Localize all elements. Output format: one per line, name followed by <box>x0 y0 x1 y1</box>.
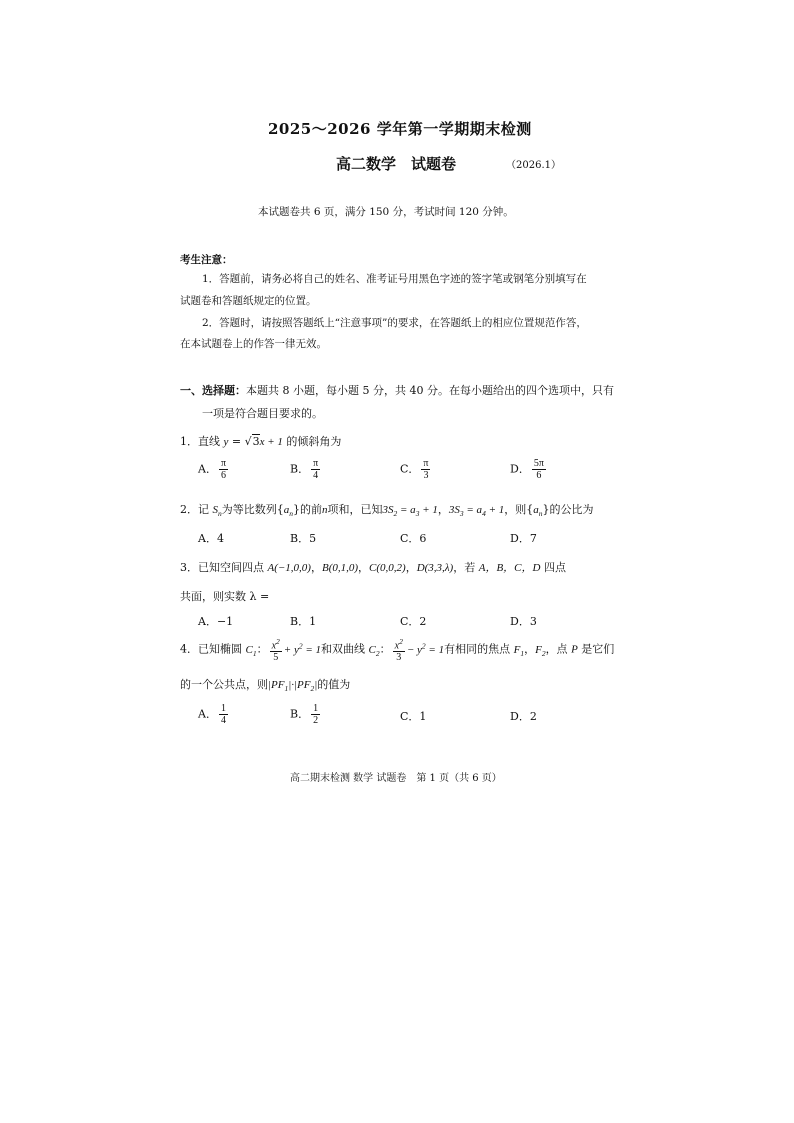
question-1-option-c[interactable]: C． $\frac{\pi}{3}$ <box>400 458 429 481</box>
question-3-option-d[interactable]: D．3 <box>510 615 537 628</box>
section-1-label: 一、选择题： <box>180 384 246 397</box>
notice-item-1-line-2: 试题卷和答题纸规定的位置。 <box>180 295 317 307</box>
question-3-option-c[interactable]: C．2 <box>400 615 427 628</box>
question-4-option-b[interactable]: B． $\frac{1}{2}$ <box>290 703 319 726</box>
question-3-stem-line-2: 共面，则实数 λ = <box>180 590 270 603</box>
notice-item-2-line-2: 在本试题卷上的作答一律无效。 <box>180 338 327 350</box>
notice-item-2-line-1: 2．答题时，请按照答题纸上“注意事项”的要求，在答题纸上的相应位置规范作答， <box>202 317 587 329</box>
exam-date: （2026.1） <box>506 160 561 171</box>
question-4-stem-line-2: 的一个公共点，则$|PF_1|\cdot|PF_2|$的值为 <box>180 678 351 694</box>
question-3-stem-line-1: 3．已知空间四点 A(−1,0,0)，B(0,1,0)，C(0,0,2)，D(3,3,λ)，若 A，B，C，D 四点 <box>180 561 566 574</box>
section-1-line-2: 一项是符合题目要求的。 <box>202 407 323 420</box>
question-2-option-b[interactable]: B．5 <box>290 532 317 545</box>
section-1-text: 本题共 8 小题，每小题 5 分，共 40 分。在每小题给出的四个选项中，只有 <box>246 384 614 397</box>
section-1-line-1 <box>180 382 614 398</box>
exam-title: 2025～2026 学年第一学期期末检测 <box>268 120 532 138</box>
page-footer: 高二期末检测 数学 试题卷 第 1 页（共 6 页） <box>290 773 502 784</box>
question-1-stem: 1．直线 y = √3x + 1 的倾斜角为 <box>180 435 342 448</box>
notice-heading: 考生注意： <box>180 254 233 266</box>
question-2-option-c[interactable]: C．6 <box>400 532 427 545</box>
question-2-option-a[interactable]: A．4 <box>198 532 224 545</box>
exam-info: 本试题卷共 6 页，满分 150 分，考试时间 120 分钟。 <box>258 206 514 218</box>
question-4-option-a[interactable]: A． $\frac{1}{4}$ <box>198 703 226 726</box>
question-4-stem-line-1: 4．已知椭圆 $C_1$： $\frac{x^2}{5}$ + $y^2 = 1$和双曲线 $C_2$： $\frac{x^2}{3}$ − $y^2 = 1$有相同的焦点 $F_1$，$F_2$，点 P 是它们 <box>180 637 615 664</box>
question-3-option-a[interactable]: A．−1 <box>198 615 234 628</box>
question-1-option-a[interactable]: A． $\frac{\pi}{6}$ <box>198 458 227 481</box>
question-2-option-d[interactable]: D．7 <box>510 532 537 545</box>
question-1-option-d[interactable]: D． $\frac{5\pi}{6}$ <box>510 458 544 481</box>
exam-subtitle: 高二数学 试题卷 <box>336 155 457 173</box>
question-2-stem: 2．记 $S_n$为等比数列$\{a_n\}$的前n项和，已知$3S_2 = a_3 + 1$，$3S_3 = a_4 + 1$，则$\{a_n\}$的公比为 <box>180 503 594 519</box>
question-4-option-d[interactable]: D．2 <box>510 710 537 723</box>
question-1-option-b[interactable]: B． $\frac{\pi}{4}$ <box>290 458 319 481</box>
question-3-option-b[interactable]: B．1 <box>290 615 317 628</box>
notice-item-1-line-1: 1．答题前，请务必将自己的姓名、准考证号用黑色字迹的签字笔或钢笔分别填写在 <box>202 273 587 285</box>
question-4-option-c[interactable]: C．1 <box>400 710 427 723</box>
